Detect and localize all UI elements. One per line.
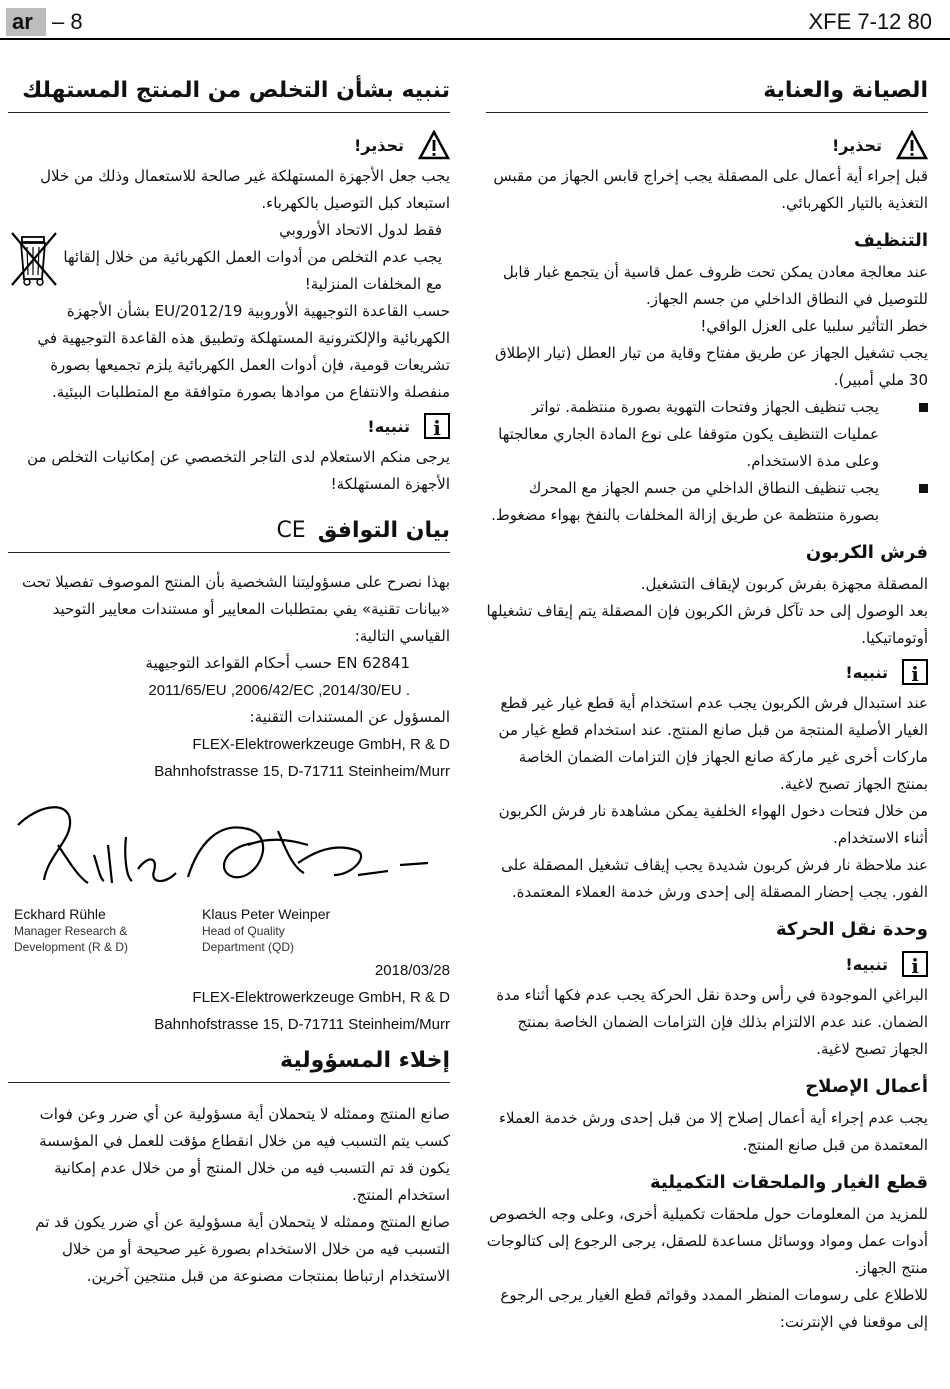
disposal-note-text: يرجى منكم الاستعلام لدى التاجر التخصصي عن إمكانيات التخلص من الأجهزة المستهلكة! [27, 448, 450, 493]
signer2-role1: Head of Quality [202, 924, 285, 938]
brushes-p2: بعد الوصول إلى حد تآكل فرش الكربون فإن المصقلة يتم إيقاف تشغيلها أوتوماتيكيا. [486, 602, 928, 647]
signature-images [8, 785, 450, 905]
brushes-p1: المصقلة مجهزة بفرش كربون لإيقاف التشغيل. [640, 575, 928, 593]
language-tab: ar [6, 8, 46, 36]
liability-heading [8, 1046, 450, 1083]
cleaning-bullet-1 [486, 394, 928, 475]
conformity-title: بيان التوافق [317, 518, 450, 543]
conformity-address2: Bahnhofstrasse 15, D-71711 Steinheim/Murr [154, 1016, 450, 1033]
right-column [486, 76, 928, 1336]
maintenance-title: الصيانة والعناية [763, 78, 928, 103]
crossed-bin-icon [8, 229, 60, 289]
spares-p2: للاطلاع على رسومات المنظر الممدد وقوائم قطع الغيار يرجى الرجوع إلى موقعنا في الإنترنت: [500, 1286, 928, 1331]
cleaning-bullet-2 [486, 475, 928, 529]
page-number: – 8 [52, 9, 83, 34]
repair-p1: يجب عدم إجراء أية أعمال إصلاح إلا من قبل إحدى ورش خدمة العملاء المعتمدة من قبل صانع المنتج. [499, 1109, 928, 1154]
left-column [8, 76, 450, 1290]
conformity-address: Bahnhofstrasse 15, D-71711 Steinheim/Murr [154, 763, 450, 780]
info-icon: i [902, 951, 928, 977]
gear-note-head [486, 948, 928, 980]
gear-note-label: تنبيه! [845, 954, 888, 974]
repair-title: أعمال الإصلاح [805, 1076, 928, 1097]
maintenance-heading [486, 76, 928, 113]
conformity-title-row [8, 516, 450, 546]
liability-p1: صانع المنتج وممثله لا يتحملان أية مسؤولية عن أي ضرر وعن فوات كسب يتم التسبب فيه من خلال انقطاع مؤقت للعمل في المؤسسة يكون قد تم التسبب فيه من خلال المنتج أو من خلال عدم إمكانية استخدام المنتج. [39, 1105, 450, 1204]
gear-p1: البراغي الموجودة في رأس وحدة نقل الحركة يجب عدم فكها أثناء مدة الضمان. عند عدم الالتزام بذلك فإن التزامات الضمان الخاصة بمنتج الجهاز تصبح لاغية. [496, 986, 928, 1058]
cleaning-title: التنظيف [854, 230, 928, 251]
bullet-square-icon [919, 484, 928, 493]
spares-p1: للمزيد من المعلومات حول ملحقات تكميلية أخرى، وعلى وجه الخصوص أدوات عمل ومواد ووسائل مساعدة للصقل، يرجى الرجوع إلى كتالوجات منتج الجهاز. [486, 1205, 928, 1277]
cleaning-p3: يجب تشغيل الجهاز عن طريق مفتاح وقاية من تيار العطل (تيار الإطلاق 30 ملي أمبير). [495, 344, 928, 389]
maintenance-warning-head [486, 129, 928, 161]
header-rule [0, 38, 950, 40]
disposal-warning-head [8, 129, 450, 161]
cleaning-bullet-2-text: يجب تنظيف النطاق الداخلي من جسم الجهاز مع المحرك بصورة منتظمة عن طريق إزالة المخلفات بالنفخ بهواء مضغوط. [491, 479, 879, 524]
signer2-caption [202, 905, 330, 955]
brushes-note-label: تنبيه! [845, 662, 888, 682]
disposal-warning-text: يجب جعل الأجهزة المستهلكة غير صالحة للاستعمال وذلك من خلال استبعاد كبل التوصيل بالكهرباء. [40, 167, 450, 212]
weee-directive-text: حسب القاعدة التوجيهية الأوروبية 2012/19/EU بشأن الأجهزة الكهربائية والإلكترونية المستهلكة وتطبيق هذه القاعدة التوجيهية في تشريعات قومية، فإن أدوات العمل الكهربائية يلزم تجميعها بصورة منفصلة والانتفاع من موادها بصورة متوافقة مع المتطلبات البيئية. [37, 302, 450, 401]
bullet-square-icon [919, 403, 928, 412]
liability-title: إخلاء المسؤولية [280, 1048, 450, 1073]
brushes-p4: من خلال فتحات دخول الهواء الخلفية يمكن مشاهدة نار فرش الكربون أثناء الاستخدام. [498, 802, 928, 847]
signer1-name: Eckhard Rühle [14, 906, 106, 922]
model-number: XFE 7-12 80 [808, 9, 932, 34]
brushes-p3: عند استبدال فرش الكربون يجب عدم استخدام أية قطع غيار غير قطع الغيار الأصلية المنتجة من قبل صانع المنتج. عند استخدام قطع غيار من ماركات أخرى غير ماركة صانع الجهاز فإن التزامات الضمان الخاصة بمنتج الجهاز تصبح لاغية. [498, 694, 928, 793]
disposal-title: تنبيه بشأن التخلص من المنتج المستهلك [22, 78, 450, 103]
signer1-caption [14, 905, 128, 955]
cleaning-p2: خطر التأثير سلبيا على العزل الواقي! [700, 317, 928, 335]
eu-disposal-text: يجب عدم التخلص من أدوات العمل الكهربائية من خلال إلقائها مع المخلفات المنزلية! [63, 248, 442, 293]
conformity-date: 2018/03/28 [374, 962, 450, 979]
conformity-company2: FLEX-Elektrowerkzeuge GmbH, R & D [192, 989, 450, 1006]
signer2-name: Klaus Peter Weinper [202, 906, 331, 922]
weee-block [8, 217, 450, 298]
cleaning-bullet-1-text: يجب تنظيف الجهاز وفتحات التهوية بصورة منتظمة. تواتر عمليات التنظيف يكون متوقفا على نوع المادة الجاري معالجتها وعلى مدة الاستخدام. [498, 398, 879, 470]
conformity-standard: EN 62841 حسب أحكام القواعد التوجيهية [145, 654, 410, 672]
disposal-heading [8, 76, 450, 113]
brushes-p5: عند ملاحظة نار فرش كربون شديدة يجب إيقاف تشغيل المصقلة على الفور. يجب إحضار المصقلة إلى إحدى ورش خدمة العملاء المعتمدة. [501, 856, 928, 901]
conformity-company: FLEX-Elektrowerkzeuge GmbH, R & D [192, 736, 450, 753]
warning-triangle-icon [896, 130, 928, 160]
warning-triangle-icon [418, 130, 450, 160]
signer1-role2: Development (R & D) [14, 940, 129, 954]
gear-title: وحدة نقل الحركة [776, 919, 928, 940]
liability-p2: صانع المنتج وممثله لا يتحملان أية مسؤولية عن أي ضرر يكون قد تم التسبب فيه من خلال الاستخدام بصورة غير صحيحة أو من خلال الاستخدام ارتباطا بمنتجات مصنوعة من قبل منتجين آخرين. [35, 1213, 450, 1285]
maintenance-warning-label: تحذير! [831, 135, 882, 155]
info-icon: i [424, 413, 450, 439]
signatures [8, 785, 450, 954]
conformity-heading [8, 516, 450, 553]
ce-mark: CE [276, 518, 306, 543]
conformity-responsible: المسؤول عن المستندات التقنية: [249, 708, 450, 726]
disposal-note-label: تنبيه! [367, 416, 410, 436]
signer1-role1: Manager Research & [14, 924, 128, 938]
spares-title: قطع الغيار والملحقات التكميلية [649, 1172, 928, 1193]
disposal-warning-label: تحذير! [353, 135, 404, 155]
cleaning-p1: عند معالجة معادن يمكن تحت ظروف عمل قاسية أن يتجمع غبار قابل للتوصيل في النطاق الداخلي من جسم الجهاز. [502, 263, 928, 308]
signer2-role2: Department (QD) [202, 940, 295, 954]
eu-only-label: فقط لدول الاتحاد الأوروبي [279, 221, 442, 239]
brushes-title: فرش الكربون [805, 542, 928, 563]
disposal-note-head [8, 410, 450, 442]
maintenance-warning-text: قبل إجراء أية أعمال على المصقلة يجب إخراج قابس الجهاز من مقبس التغذية بالتيار الكهربائي. [493, 167, 928, 212]
conformity-directives: 2011/65/EU ,2006/42/EC ,2014/30/EU . [148, 682, 410, 699]
info-icon: i [902, 659, 928, 685]
brushes-note-head [486, 656, 928, 688]
conformity-intro: بهذا نصرح على مسؤوليتنا الشخصية بأن المنتج الموصوف تفصيلا تحت «بيانات تقنية» يفي بمتطلبات المعايير أو مستندات معايير التوحيد القياسي التالية: [21, 573, 450, 645]
